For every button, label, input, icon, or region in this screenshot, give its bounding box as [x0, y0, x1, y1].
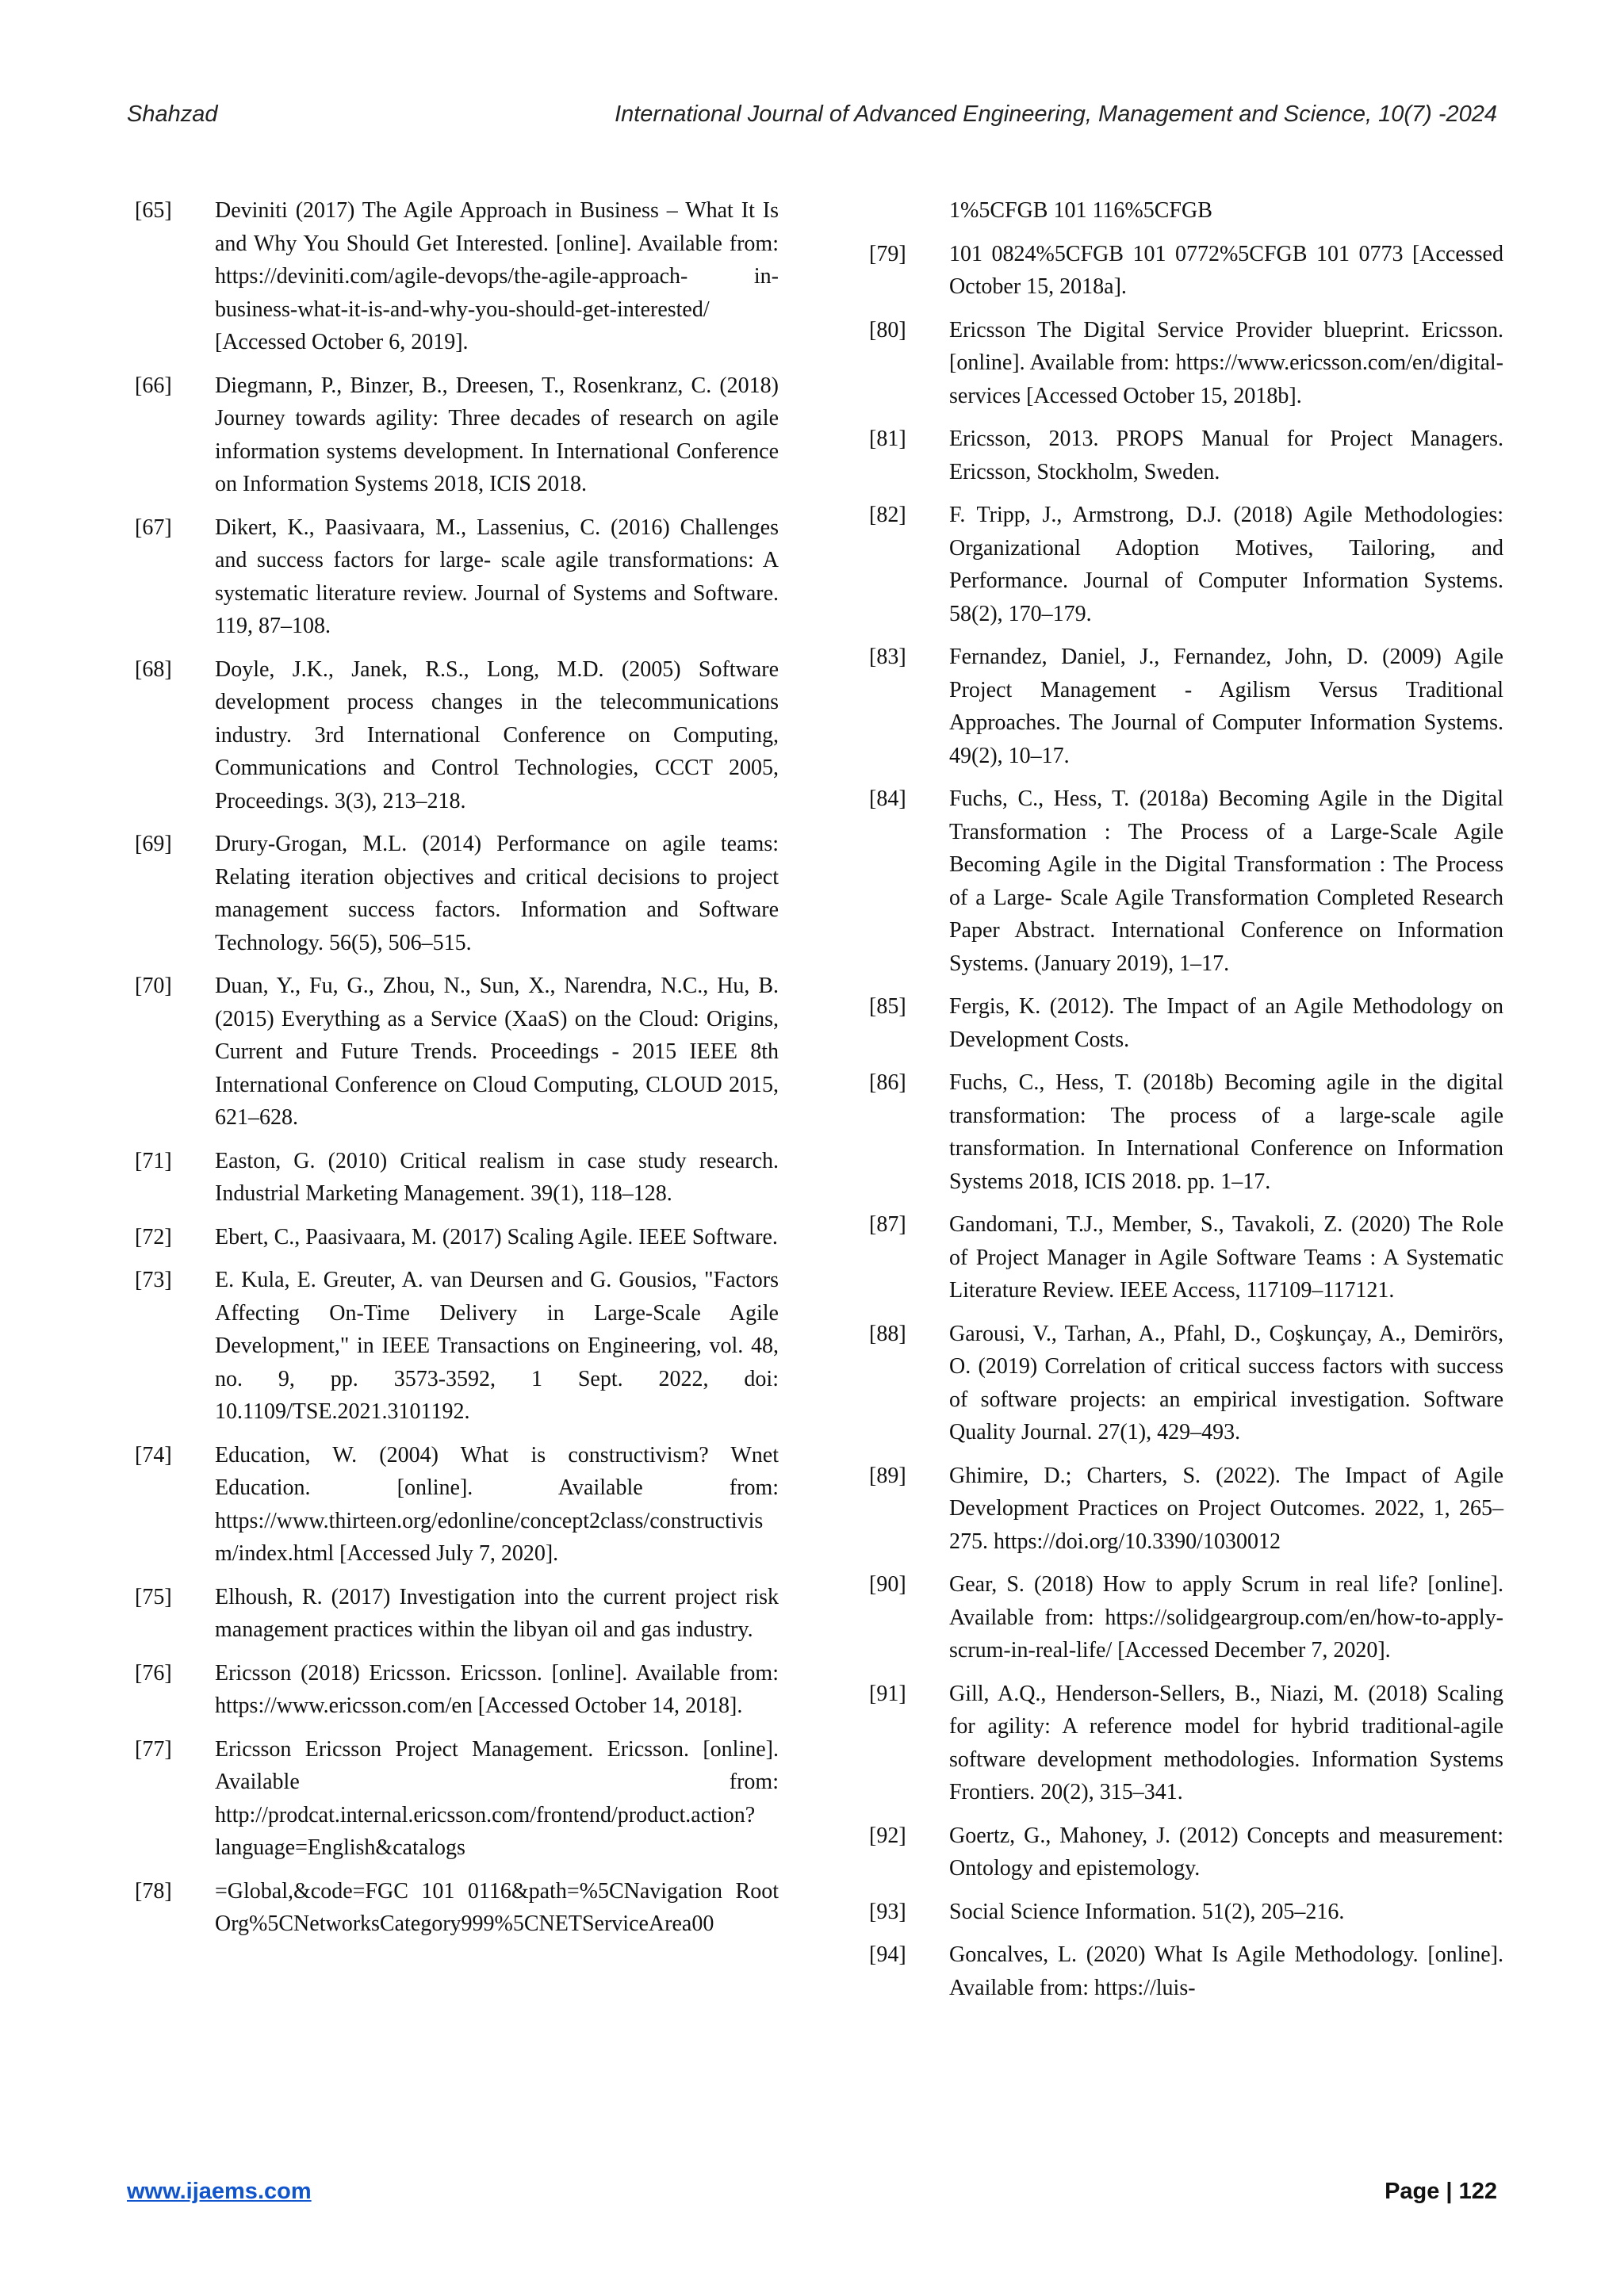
left-column-references [135, 194, 779, 1951]
reference-item [869, 1678, 1503, 1809]
reference-text: Doyle, J.K., Janek, R.S., Long, M.D. (2005) Software development process changes in the telecommunications industry. 3rd International Conference on Computing, Communications and Control Technologies, CCCT 2005, Proceedings. 3(3), 213–218. [215, 656, 779, 813]
reference-item [135, 194, 779, 359]
reference-text: Fergis, K. (2012). The Impact of an Agile Methodology on Development Costs. [949, 994, 1503, 1052]
reference-text: Gill, A.Q., Henderson-Sellers, B., Niazi, M. (2018) Scaling for agility: A reference model for hybrid traditional-agile software development methodologies. Information Systems Frontiers. 20(2), 315–341. [949, 1681, 1503, 1804]
reference-number: [70] [135, 974, 172, 998]
reference-item [135, 511, 779, 643]
reference-text: Dikert, K., Paasivaara, M., Lassenius, C. (2016) Challenges and success factors for large- scale agile transformations: A systematic literature review. Journal of Systems and Software. 119, 87–108. [215, 515, 779, 638]
running-header [127, 94, 1497, 141]
reference-text: Fuchs, C., Hess, T. (2018b) Becoming agile in the digital transformation: The process of a large-scale agile transformation. In International Conference on Information Systems 2018, ICIS 2018. pp. 1–17. [949, 1070, 1503, 1194]
reference-item [135, 1875, 779, 1941]
reference-item [135, 1657, 779, 1723]
reference-item [869, 1938, 1503, 2004]
reference-item [869, 1318, 1503, 1449]
reference-number: [76] [135, 1660, 172, 1686]
reference-number: [85] [869, 994, 906, 1019]
reference-number: [74] [135, 1442, 172, 1468]
reference-text: =Global,&code=FGC 101 0116&path=%5CNavigation Root Org%5CNetworksCategory999%5CNETServiceArea00 [215, 1878, 779, 1936]
reference-item [135, 369, 779, 501]
reference-text: 101 0824%5CFGB 101 0772%5CFGB 101 0773 [Accessed October 15, 2018a]. [949, 241, 1503, 299]
reference-text: F. Tripp, J., Armstrong, D.J. (2018) Agile Methodologies: Organizational Adoption Motives, Tailoring, and Performance. Journal of Computer Information Systems. 58(2), 170–179. [949, 503, 1503, 626]
reference-text: Goertz, G., Mahoney, J. (2012) Concepts and measurement: Ontology and epistemology. [949, 1823, 1503, 1881]
reference-item [869, 238, 1503, 304]
reference-text: Garousi, V., Tarhan, A., Pfahl, D., Coşkunçay, A., Demirörs, O. (2019) Correlation of critical success factors with success of software projects: an empirical investigation. Software Quality Journal. 27(1), 429–493. [949, 1321, 1503, 1445]
journal-website-link[interactable]: www.ijaems.com [127, 2179, 312, 2204]
reference-number: [67] [135, 515, 172, 540]
reference-number: [86] [869, 1070, 906, 1095]
reference-text: E. Kula, E. Greuter, A. van Deursen and G. Gousios, "Factors Affecting On-Time Delivery in Large-Scale Agile Development," in IEEE Transactions on Engineering, vol. 48, no. 9, pp. 3573-3592, 1 Sept. 2022, doi: 10.1109/TSE.2021.3101192. [215, 1268, 779, 1424]
reference-text: Duan, Y., Fu, G., Zhou, N., Sun, X., Narendra, N.C., Hu, B. (2015) Everything as a Service (XaaS) on the Cloud: Origins, Current and Future Trends. Proceedings - 2015 IEEE 8th International Conference on Cloud Computing, CLOUD 2015, 621–628. [215, 974, 779, 1130]
reference-text: Fuchs, C., Hess, T. (2018a) Becoming Agile in the Digital Transformation : The Process of a Large-Scale Agile Becoming Agile in the Digital Transformation : The Process of a Large- Scale Agile Transformation Completed Research Paper Abstract. International Conference on Information Systems. (January 2019), 1–17. [949, 786, 1503, 976]
reference-item [135, 828, 779, 959]
reference-number: [80] [869, 317, 906, 342]
page-footer [127, 2179, 1497, 2214]
reference-item [869, 499, 1503, 630]
reference-text: Ghimire, D.; Charters, S. (2022). The Impact of Agile Development Practices on Project Outcomes. 2022, 1, 265–275. https://doi.org/10.3390/1030012 [949, 1463, 1503, 1554]
reference-item [869, 423, 1503, 488]
reference-item [869, 783, 1503, 980]
reference-text: Easton, G. (2010) Critical realism in case study research. Industrial Marketing Management. 39(1), 118–128. [215, 1148, 779, 1206]
reference-item [869, 1568, 1503, 1667]
reference-text: Fernandez, Daniel, J., Fernandez, John, D. (2009) Agile Project Management - Agilism Versus Traditional Approaches. The Journal of Computer Information Systems. 49(2), 10–17. [949, 645, 1503, 768]
reference-number: [94] [869, 1942, 906, 1967]
reference-number: [78] [135, 1878, 172, 1904]
reference-text: Gear, S. (2018) How to apply Scrum in real life? [online]. Available from: https://solidgeargroup.com/en/how-to-apply-scrum-in-real-life/ [Accessed December 7, 2020]. [949, 1572, 1503, 1663]
reference-text: Ericsson The Digital Service Provider blueprint. Ericsson. [online]. Available from: https://www.ericsson.com/en/digital-services [Accessed October 15, 2018b]. [949, 317, 1503, 408]
reference-number: [92] [869, 1823, 906, 1848]
reference-number: [82] [869, 503, 906, 527]
reference-number: [89] [869, 1463, 906, 1488]
reference-number: [68] [135, 656, 172, 682]
reference-text: Goncalves, L. (2020) What Is Agile Methodology. [online]. Available from: https://luis- [949, 1942, 1503, 2000]
header-author: Shahzad [127, 101, 218, 127]
reference-text: Education, W. (2004) What is constructivism? Wnet Education. [online]. Available from: https://www.thirteen.org/edonline/concept2class/constructivism/index.html [Accessed July 7, 2020]. [215, 1442, 779, 1566]
reference-number: [83] [869, 645, 906, 669]
reference-item [135, 653, 779, 818]
reference-text: Ericsson (2018) Ericsson. Ericsson. [online]. Available from: https://www.ericsson.com/en [Accessed October 14, 2018]. [215, 1660, 779, 1718]
reference-item [869, 314, 1503, 413]
reference-text: Ebert, C., Paasivaara, M. (2017) Scaling Agile. IEEE Software. [215, 1224, 778, 1249]
reference-text: Ericsson Ericsson Project Management. Ericsson. [online]. Available from: http://prodcat.internal.ericsson.com/frontend/product.action?language=English&catalogs [215, 1736, 779, 1860]
right-column-references [869, 194, 1503, 2015]
header-journal-title: International Journal of Advanced Engineering, Management and Science, 10(7) -2024 [615, 101, 1497, 127]
reference-item [135, 1733, 779, 1865]
reference-number: [93] [869, 1899, 906, 1924]
reference-text: Ericsson, 2013. PROPS Manual for Project Managers. Ericsson, Stockholm, Sweden. [949, 427, 1503, 484]
reference-number: [87] [869, 1212, 906, 1237]
reference-number: [75] [135, 1584, 172, 1609]
reference-number: [84] [869, 786, 906, 811]
reference-number: [65] [135, 198, 172, 223]
reference-number: [91] [869, 1681, 906, 1706]
reference-item [135, 970, 779, 1135]
reference-number: [81] [869, 427, 906, 451]
reference-number: [79] [869, 241, 906, 266]
reference-item [135, 1581, 779, 1647]
reference-item [869, 1460, 1503, 1559]
reference-item [135, 1145, 779, 1211]
reference-text: Gandomani, T.J., Member, S., Tavakoli, Z. (2020) The Role of Project Manager in Agile Software Teams : A Systematic Literature Review. IEEE Access, 117109–117121. [949, 1212, 1503, 1303]
reference-item [869, 1820, 1503, 1885]
reference-item [135, 1264, 779, 1429]
reference-continuation: 1%5CFGB 101 116%5CFGB [949, 198, 1212, 223]
reference-item [869, 1208, 1503, 1307]
reference-number: [88] [869, 1321, 906, 1346]
reference-number: [72] [135, 1224, 172, 1249]
reference-text: Deviniti (2017) The Agile Approach in Business – What It Is and Why You Should Get Interested. [online]. Available from: https://deviniti.com/agile-devops/the-agile-approach- in-business-what-it-is-and-why-you-should-get-interested/ [Accessed October 6, 2019]. [215, 198, 779, 354]
page-number: Page | 122 [1385, 2179, 1497, 2204]
reference-number: [66] [135, 373, 172, 398]
reference-number: [69] [135, 832, 172, 856]
reference-item [135, 1221, 779, 1254]
reference-number: [77] [135, 1736, 172, 1762]
reference-number: [73] [135, 1268, 172, 1292]
reference-text: Elhoush, R. (2017) Investigation into the current project risk management practices within the libyan oil and gas industry. [215, 1584, 779, 1642]
reference-item [869, 990, 1503, 1056]
reference-text: Social Science Information. 51(2), 205–216. [949, 1899, 1345, 1924]
reference-text: Drury-Grogan, M.L. (2014) Performance on agile teams: Relating iteration objectives and critical decisions to project management success factors. Information and Software Technology. 56(5), 506–515. [215, 832, 779, 955]
reference-item [869, 1896, 1503, 1929]
reference-number: [90] [869, 1572, 906, 1597]
reference-number: [71] [135, 1148, 172, 1173]
reference-item [869, 1066, 1503, 1198]
reference-item [135, 1439, 779, 1571]
reference-item [869, 641, 1503, 772]
reference-text: Diegmann, P., Binzer, B., Dreesen, T., Rosenkranz, C. (2018) Journey towards agility: Three decades of research on agile information systems development. In International Conference on Information Systems 2018, ICIS 2018. [215, 373, 779, 496]
